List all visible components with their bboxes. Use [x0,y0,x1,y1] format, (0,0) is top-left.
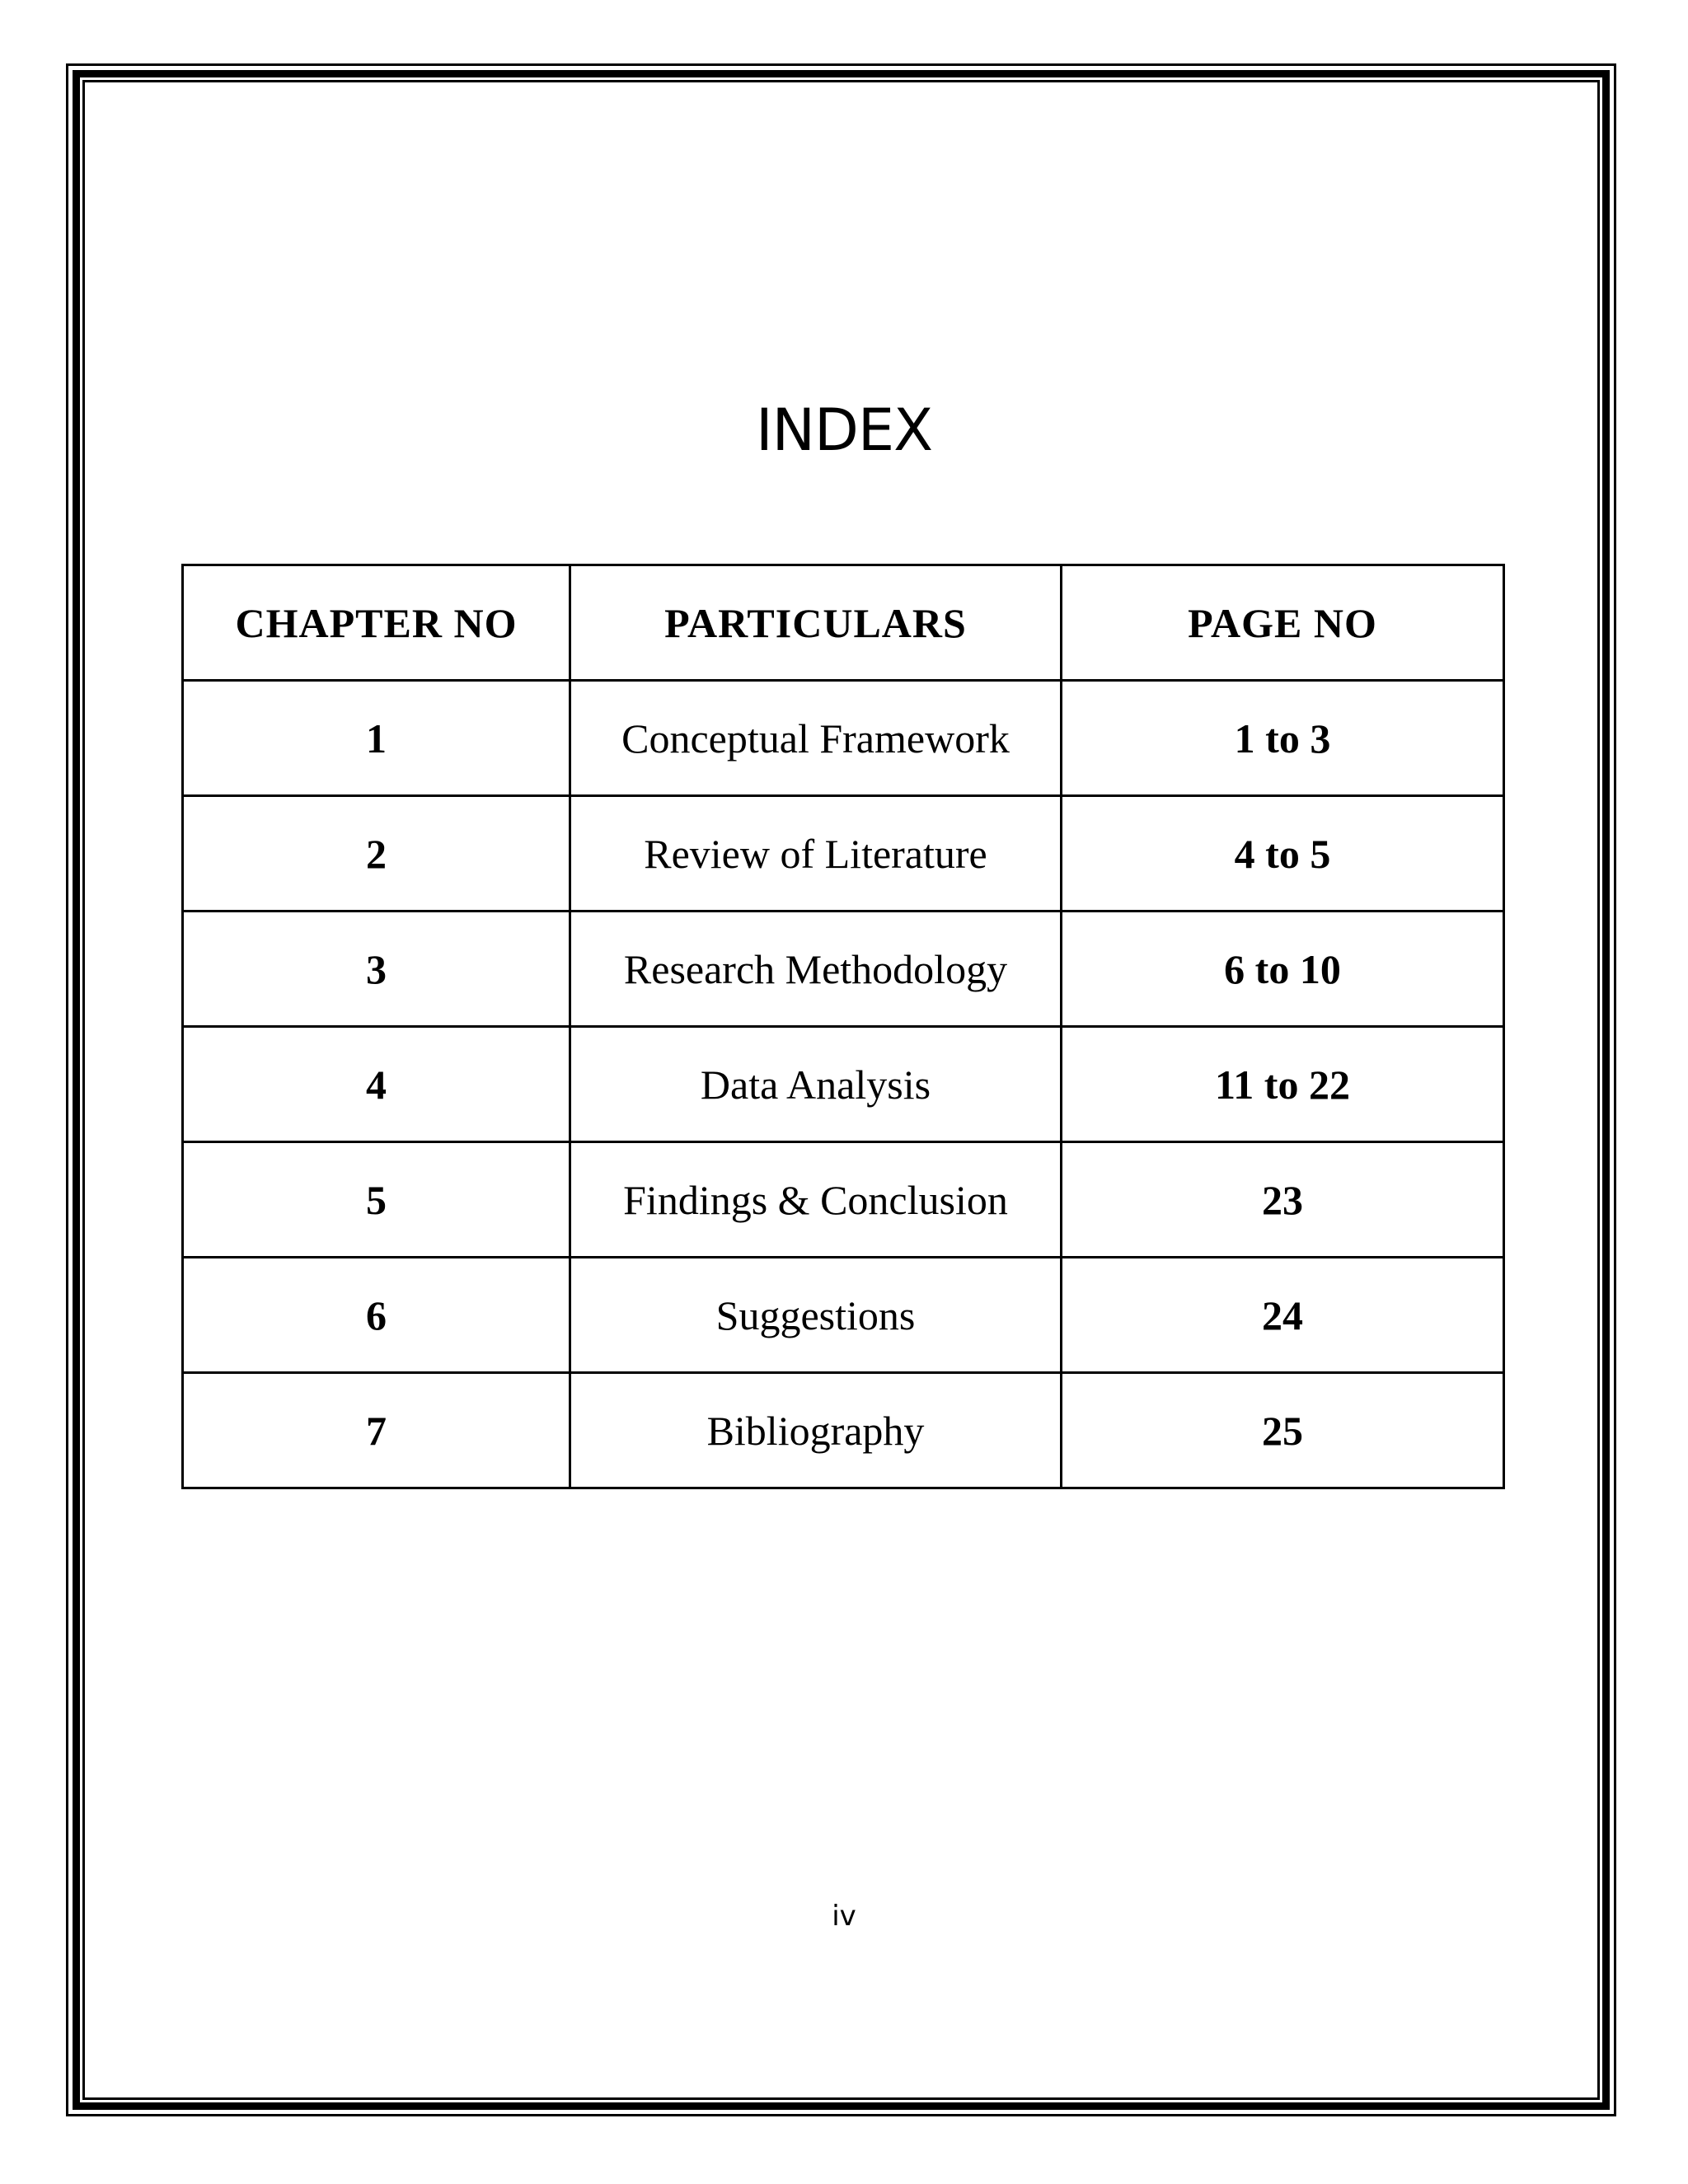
header-chapter-no: CHAPTER NO [183,565,570,681]
page-cell: 23 [1062,1142,1504,1258]
chapter-cell: 3 [183,912,570,1027]
particulars-cell: Data Analysis [570,1027,1062,1142]
chapter-cell: 2 [183,796,570,912]
table-row [183,1373,1504,1488]
table-header-row [183,565,1504,681]
particulars-cell: Research Methodology [570,912,1062,1027]
chapter-cell: 5 [183,1142,570,1258]
page-cell: 24 [1062,1258,1504,1373]
particulars-cell: Bibliography [570,1373,1062,1488]
particulars-cell: Conceptual Framework [570,681,1062,796]
page-cell: 6 to 10 [1062,912,1504,1027]
particulars-cell: Review of Literature [570,796,1062,912]
table-row [183,681,1504,796]
chapter-cell: 4 [183,1027,570,1142]
table-row [183,1027,1504,1142]
chapter-cell: 6 [183,1258,570,1373]
particulars-cell: Findings & Conclusion [570,1142,1062,1258]
particulars-cell: Suggestions [570,1258,1062,1373]
table-row [183,1258,1504,1373]
page-cell: 25 [1062,1373,1504,1488]
page-cell: 11 to 22 [1062,1027,1504,1142]
table-row [183,796,1504,912]
table-row [183,912,1504,1027]
page-cell: 1 to 3 [1062,681,1504,796]
table-row [183,1142,1504,1258]
chapter-cell: 7 [183,1373,570,1488]
chapter-cell: 1 [183,681,570,796]
header-particulars: PARTICULARS [570,565,1062,681]
header-page-no: PAGE NO [1062,565,1504,681]
page-number: iv [832,1900,856,1933]
index-table [181,564,1505,1489]
page-title: INDEX [755,396,933,464]
page-cell: 4 to 5 [1062,796,1504,912]
